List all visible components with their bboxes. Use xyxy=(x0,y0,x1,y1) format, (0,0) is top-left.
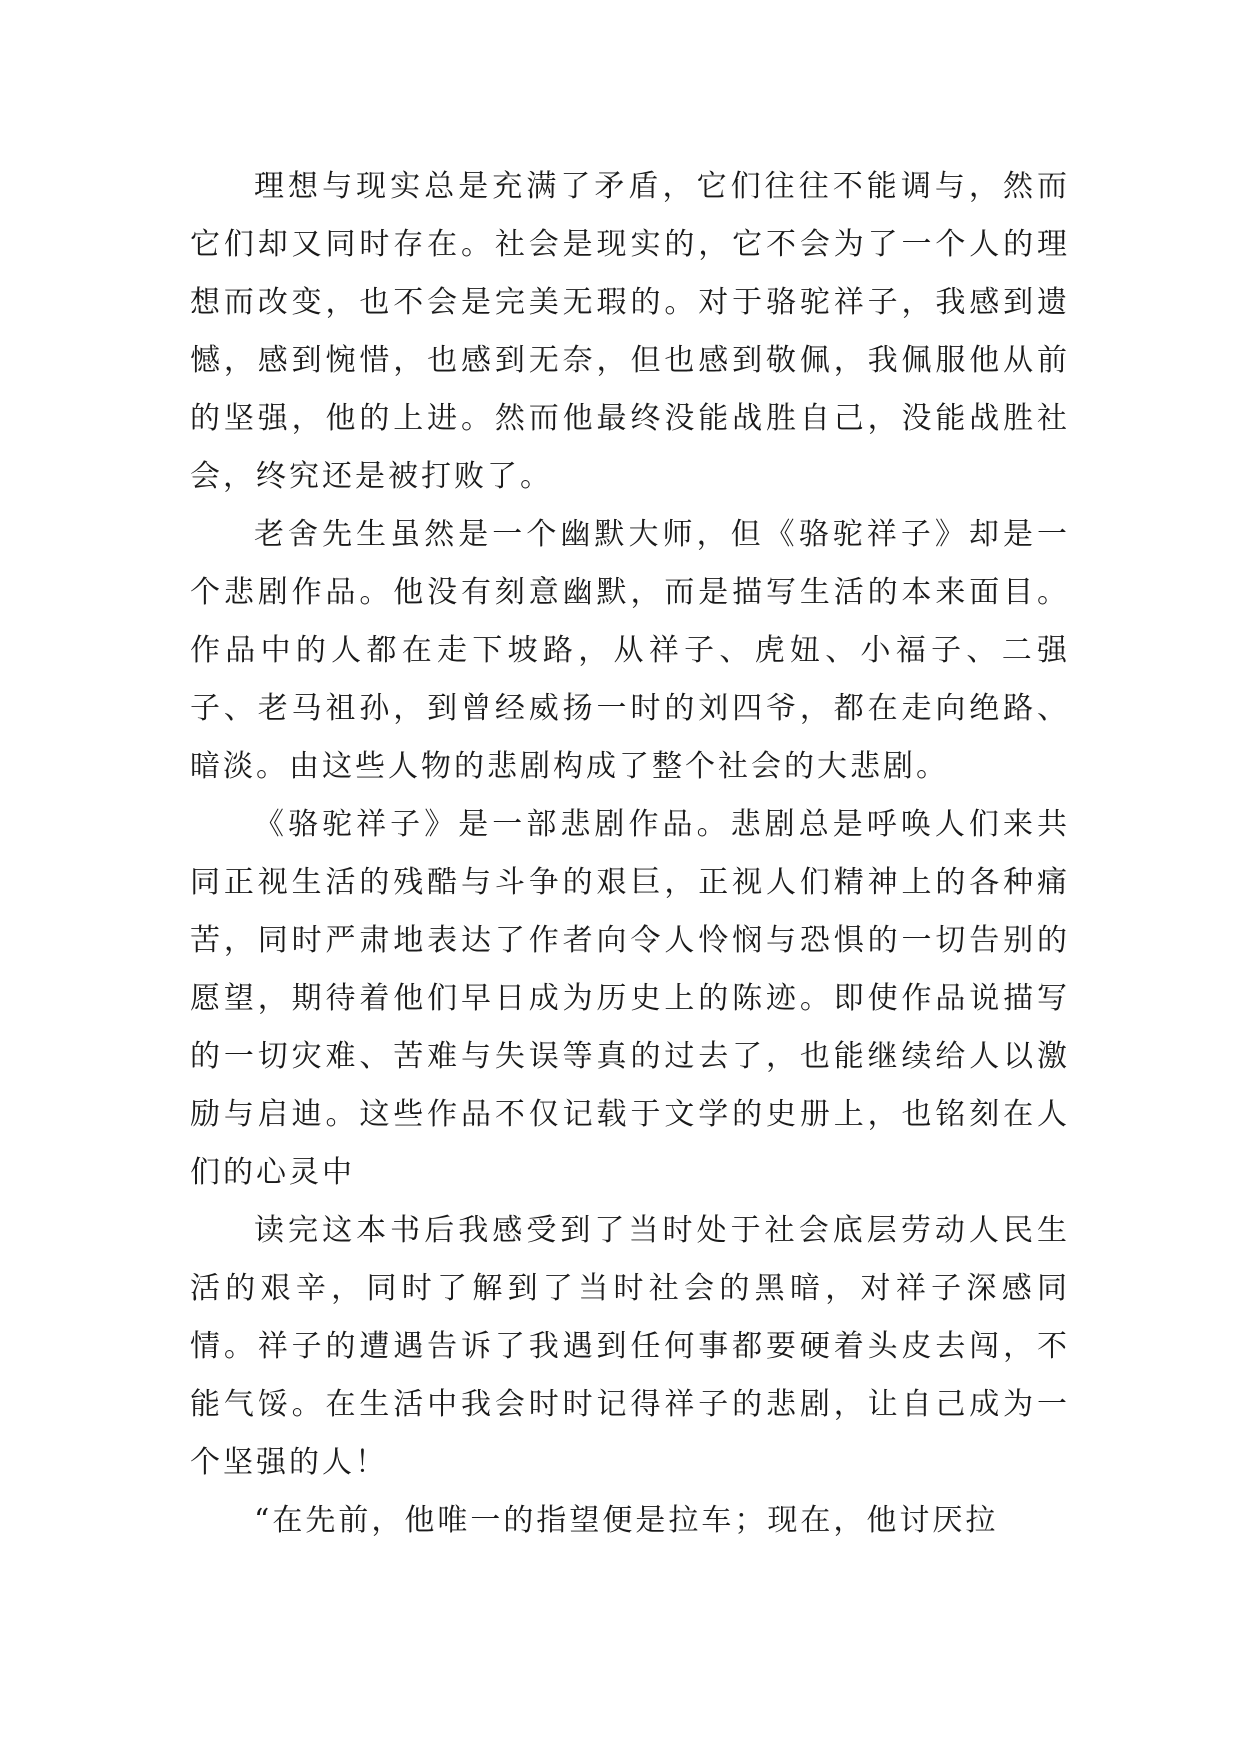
paragraph-2: 老舍先生虽然是一个幽默大师，但《骆驼祥子》却是一个悲剧作品。他没有刻意幽默，而是描写生活的本来面目。作品中的人都在走下坡路，从祥子、虎妞、小福子、二强子、老马祖孙，到曾经威扬一时的刘四爷，都在走向绝路、暗淡。由这些人物的悲剧构成了整个社会的大悲剧。 xyxy=(190,517,1070,784)
paragraph-4: 读完这本书后我感受到了当时处于社会底层劳动人民生活的艰辛，同时了解到了当时社会的黑暗，对祥子深感同情。祥子的遭遇告诉了我遇到任何事都要硬着头皮去闯，不能气馁。在生活中我会时时记得祥子的悲剧，让自己成为一个坚强的人！ xyxy=(190,1213,1070,1480)
body-text xyxy=(190,158,1070,1550)
paragraph-5: “在先前，他唯一的指望便是拉车；现在，他讨厌拉 xyxy=(254,1503,999,1538)
paragraph-3: 《骆驼祥子》是一部悲剧作品。悲剧总是呼唤人们来共同正视生活的残酷与斗争的艰巨，正视人们精神上的各种痛苦，同时严肃地表达了作者向令人怜悯与恐惧的一切告别的愿望，期待着他们早日成为历史上的陈迹。即使作品说描写的一切灾难、苦难与失误等真的过去了，也能继续给人以激励与启迪。这些作品不仅记载于文学的史册上，也铭刻在人们的心灵中 xyxy=(190,807,1070,1190)
paragraph-1: 理想与现实总是充满了矛盾，它们往往不能调与，然而它们却又同时存在。社会是现实的，它不会为了一个人的理想而改变，也不会是完美无瑕的。对于骆驼祥子，我感到遗憾，感到惋惜，也感到无奈，但也感到敬佩，我佩服他从前的坚强，他的上进。然而他最终没能战胜自己，没能战胜社会，终究还是被打败了。 xyxy=(190,169,1070,494)
